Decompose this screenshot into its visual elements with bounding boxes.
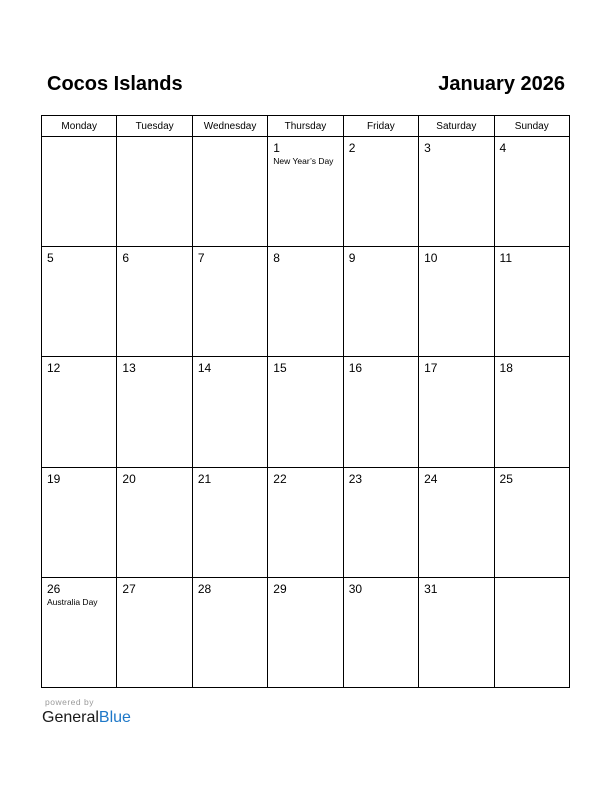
day-cell-content — [42, 137, 116, 141]
day-cell — [268, 577, 343, 687]
day-cell-content — [117, 137, 191, 141]
day-cell — [494, 247, 569, 357]
day-cell-content — [344, 468, 418, 486]
day-cell — [192, 247, 267, 357]
day-number: 1 — [273, 141, 280, 155]
day-number: 24 — [424, 471, 438, 486]
month-title: January 2026 — [438, 73, 565, 95]
day-cell — [268, 137, 343, 247]
day-cell-content — [42, 578, 116, 609]
day-cell-content — [268, 357, 342, 375]
weekday-header-thursday: Thursday — [268, 116, 343, 137]
day-cell — [343, 357, 418, 467]
day-cell-content — [419, 578, 493, 596]
brand-blue-text: Blue — [98, 709, 131, 726]
day-number: 14 — [197, 361, 212, 376]
weekday-header-monday: Monday — [42, 116, 117, 137]
day-cell-content — [419, 468, 493, 486]
day-cell — [419, 247, 494, 357]
day-number: 21 — [197, 471, 212, 486]
day-cell-content — [117, 578, 191, 596]
day-number: 3 — [424, 141, 431, 155]
footer-branding — [42, 697, 131, 728]
day-number: 27 — [122, 581, 136, 596]
day-cell — [42, 467, 117, 577]
day-cell — [419, 577, 494, 687]
day-cell — [42, 577, 117, 687]
day-number: 15 — [273, 361, 287, 376]
day-number: 28 — [197, 581, 212, 596]
day-cell — [494, 137, 569, 247]
day-number: 25 — [499, 471, 513, 486]
day-cell — [268, 467, 343, 577]
day-cell — [192, 467, 267, 577]
week-row — [42, 357, 570, 467]
day-number: 12 — [47, 361, 61, 376]
day-number: 17 — [424, 361, 438, 376]
generalblue-logo[interactable] — [42, 708, 131, 728]
day-cell-content — [42, 468, 116, 486]
day-number: 4 — [499, 141, 507, 155]
day-cell-content — [193, 578, 267, 596]
weekday-header-tuesday: Tuesday — [117, 116, 192, 137]
day-cell — [42, 137, 117, 247]
day-cell-content — [268, 137, 342, 168]
day-number: 9 — [348, 251, 356, 266]
day-cell — [268, 247, 343, 357]
day-cell — [117, 577, 192, 687]
day-number: 26 — [47, 581, 61, 596]
weekday-header-row — [42, 116, 570, 137]
day-cell-content — [419, 137, 493, 155]
powered-by-label: powered by — [45, 697, 94, 707]
day-cell-content — [42, 247, 116, 265]
day-cell — [192, 357, 267, 467]
day-cell — [117, 247, 192, 357]
day-cell — [419, 467, 494, 577]
day-cell-content — [419, 247, 493, 265]
day-cell-content — [193, 247, 267, 265]
day-number: 7 — [197, 251, 205, 266]
day-cell — [419, 137, 494, 247]
day-cell — [117, 137, 192, 247]
day-number: 5 — [47, 251, 54, 266]
day-cell-content — [419, 357, 493, 375]
day-cell-content — [117, 357, 191, 375]
day-number: 30 — [348, 581, 363, 596]
day-cell-content — [495, 357, 569, 375]
day-cell — [268, 357, 343, 467]
day-cell-content — [268, 247, 342, 265]
day-cell-content — [495, 468, 569, 486]
day-number: 6 — [122, 251, 130, 266]
day-number: 11 — [499, 251, 512, 266]
day-cell-content — [268, 468, 342, 486]
brand-general-text: General — [42, 709, 99, 726]
day-number: 8 — [273, 251, 280, 266]
day-cell-content — [117, 468, 191, 486]
day-cell-content — [268, 578, 342, 596]
day-number: 2 — [348, 141, 356, 155]
day-number: 29 — [273, 581, 287, 596]
calendar-grid — [41, 115, 570, 688]
holiday-label: New Year’s Day — [273, 156, 334, 166]
day-cell-content — [42, 357, 116, 375]
day-cell-content — [193, 468, 267, 486]
holiday-label: Australia Day — [47, 596, 98, 607]
day-cell — [419, 357, 494, 467]
week-row — [42, 467, 570, 577]
day-cell — [494, 357, 569, 467]
day-cell — [192, 577, 267, 687]
day-cell — [343, 247, 418, 357]
day-cell-content — [495, 578, 569, 582]
day-cell-content — [117, 247, 191, 265]
day-cell — [117, 467, 192, 577]
day-cell — [117, 357, 192, 467]
day-cell — [494, 577, 569, 687]
weekday-header-wednesday: Wednesday — [192, 116, 267, 137]
day-cell-content — [344, 578, 418, 596]
day-cell-content — [193, 357, 267, 375]
day-cell — [192, 137, 267, 247]
day-number: 13 — [122, 361, 136, 376]
week-row — [42, 137, 570, 247]
day-cell-content — [193, 137, 267, 141]
weekday-header-saturday: Saturday — [419, 116, 494, 137]
day-number: 20 — [122, 471, 136, 486]
day-number: 18 — [499, 361, 513, 376]
day-number: 10 — [424, 251, 438, 266]
day-cell-content — [495, 247, 569, 265]
day-cell — [343, 467, 418, 577]
day-cell — [42, 357, 117, 467]
day-number: 22 — [273, 471, 287, 486]
week-row — [42, 247, 570, 357]
day-number: 31 — [424, 581, 438, 596]
day-number: 23 — [348, 471, 363, 486]
weekday-header-sunday: Sunday — [494, 116, 569, 137]
day-cell — [343, 577, 418, 687]
region-title: Cocos Islands — [47, 73, 183, 95]
weekday-header-friday: Friday — [343, 116, 418, 137]
week-row — [42, 577, 570, 687]
day-number: 16 — [348, 361, 363, 376]
day-cell-content — [344, 137, 418, 155]
day-number: 19 — [47, 471, 61, 486]
day-cell-content — [495, 137, 569, 155]
day-cell — [42, 247, 117, 357]
day-cell-content — [344, 247, 418, 265]
day-cell — [494, 467, 569, 577]
day-cell — [343, 137, 418, 247]
day-cell-content — [344, 357, 418, 375]
